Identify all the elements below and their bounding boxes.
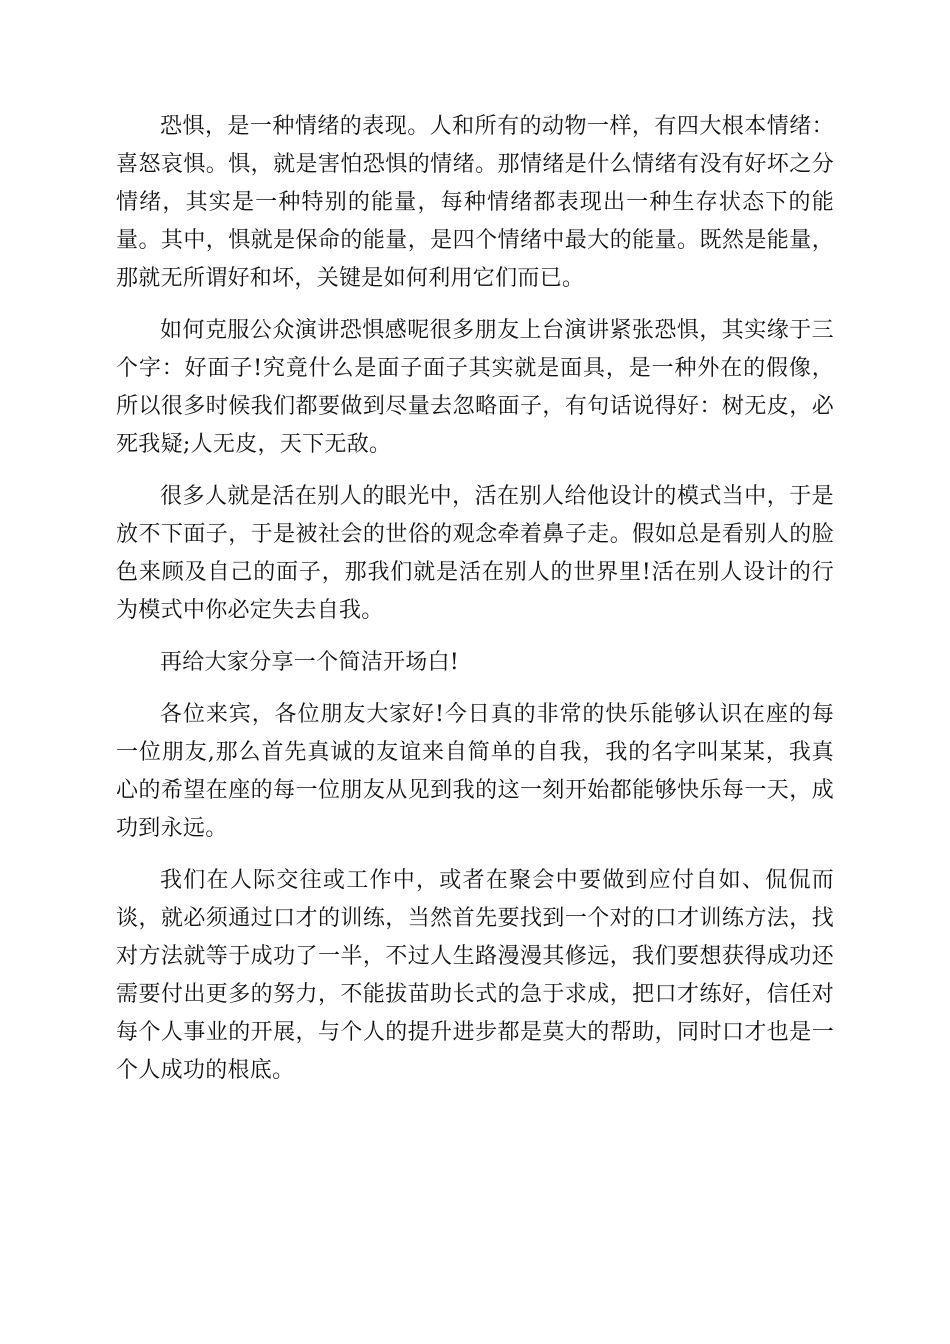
paragraph-overcome-fear: 如何克服公众演讲恐惧感呢很多朋友上台演讲紧张恐惧，其实缘于三个字：好面子!究竟什么是面子面子其实就是面具，是一种外在的假像，所以很多时候我们都要做到尽量去忽略面子，有句话说得好：树无皮，必死我疑;人无皮，天下无敌。 bbox=[116, 318, 834, 457]
paragraph-fear-emotion: 恐惧，是一种情绪的表现。人和所有的动物一样，有四大根本情绪：喜怒哀惧。惧，就是害怕恐惧的情绪。那情绪是什么情绪有没有好坏之分情绪，其实是一种特别的能量，每种情绪都表现出一种生存状态下的能量。其中，惧就是保命的能量，是四个情绪中最大的能量。既然是能量，那就无所谓好和坏，关键是如何利用它们而已。 bbox=[116, 114, 834, 291]
paragraph-opening-intro: 再给大家分享一个简洁开场白! bbox=[160, 650, 460, 675]
paragraph-others-eyes: 很多人就是活在别人的眼光中，活在别人给他设计的模式当中，于是放不下面子，于是被社会的世俗的观念牵着鼻子走。假如总是看别人的脸色来顾及自己的面子，那我们就是活在别人的世界里!活在别人设计的行为模式中你必定失去自我。 bbox=[116, 484, 834, 623]
paragraph-eloquence-training: 我们在人际交往或工作中，或者在聚会中要做到应付自如、侃侃而谈，就必须通过口才的训练，当然首先要找到一个对的口才训练方法，找对方法就等于成功了一半，不过人生路漫漫其修远，我们要想获得成功还需要付出更多的努力，不能拔苗助长式的急于求成，把口才练好，信任对每个人事业的开展，与个人的提升进步都是莫大的帮助，同时口才也是一个人成功的根底。 bbox=[116, 868, 834, 1083]
paragraph-opening-speech: 各位来宾，各位朋友大家好!今日真的非常的快乐能够认识在座的每一位朋友,那么首先真诚的友谊来自简单的自我，我的名字叫某某，我真心的希望在座的每一位朋友从见到我的这一刻开始都能够快乐每一天，成功到永远。 bbox=[116, 702, 834, 841]
